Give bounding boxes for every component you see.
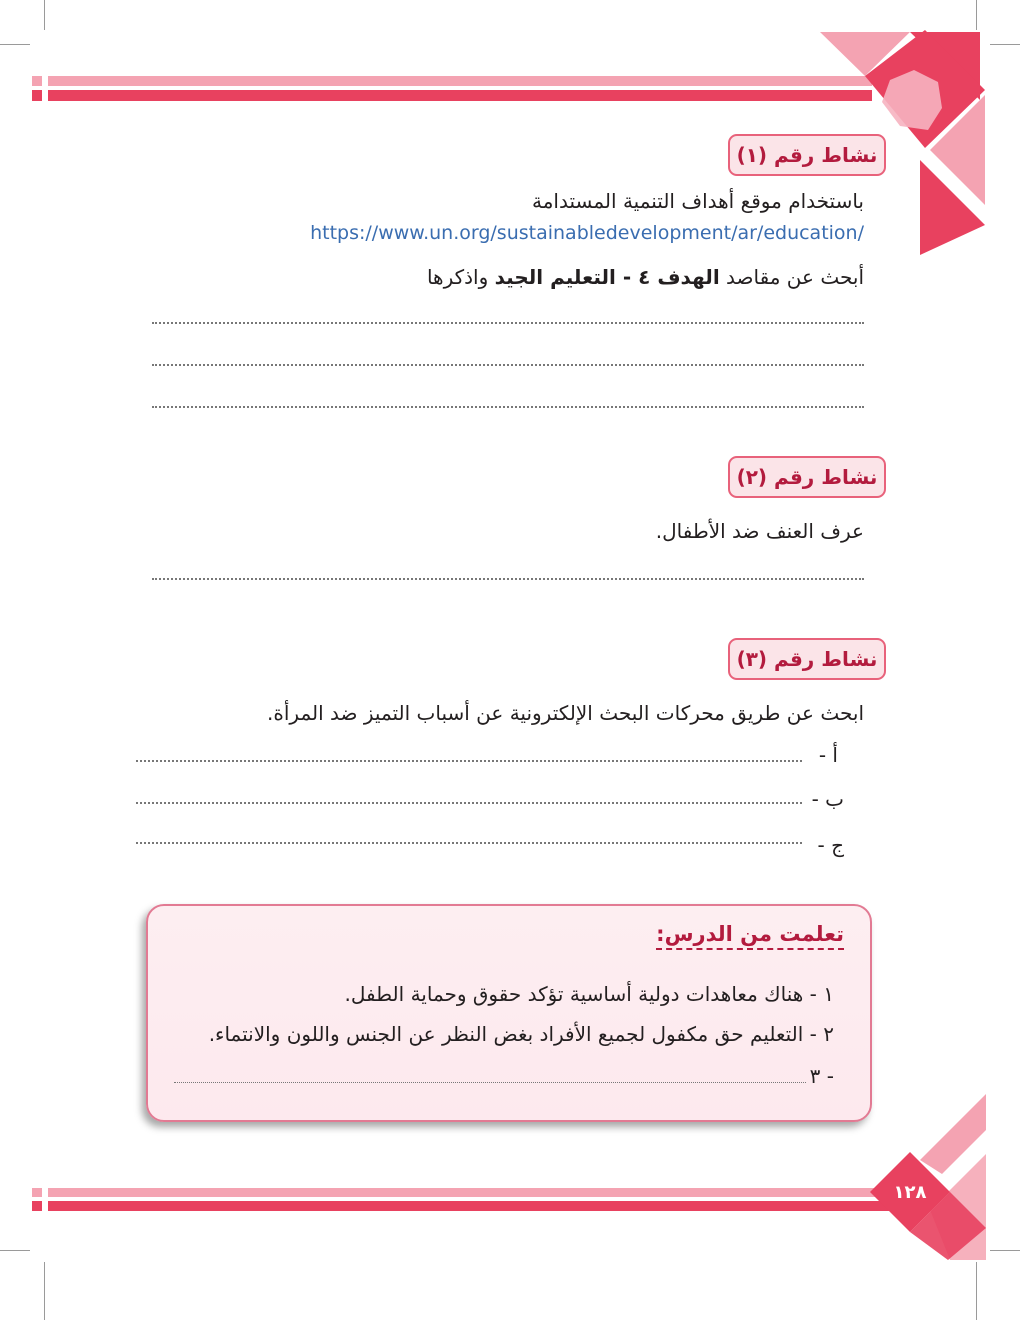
answer-line[interactable] xyxy=(136,842,802,844)
lesson-summary-box xyxy=(146,904,872,1122)
footer-bar xyxy=(32,1188,892,1212)
crop-mark xyxy=(0,1250,30,1251)
kuwait-map-icon xyxy=(882,70,942,130)
activity-3-item-a-label: أ - xyxy=(818,743,838,767)
crop-mark xyxy=(990,1250,1020,1251)
crop-mark xyxy=(976,0,977,30)
answer-line[interactable] xyxy=(136,802,802,804)
crop-mark xyxy=(990,44,1020,45)
activity-1-badge: نشاط رقم (١) xyxy=(728,134,886,176)
activity-1-question: أبحث عن مقاصد الهدف ٤ - التعليم الجيد واذكرها xyxy=(426,265,864,289)
activity-3-badge: نشاط رقم (٣) xyxy=(728,638,886,680)
lesson-point-2: ٢ - التعليم حق مكفول لجميع الأفراد بغض النظر عن الجنس واللون والانتماء. xyxy=(208,1022,834,1046)
crop-mark xyxy=(0,44,30,45)
activity-3-prompt: ابحث عن طريق محركات البحث الإلكترونية عن أسباب التميز ضد المرأة. xyxy=(267,701,864,725)
page-number: ١٢٨ xyxy=(893,1181,927,1203)
answer-line[interactable] xyxy=(152,406,864,408)
activity-2-prompt: عرف العنف ضد الأطفال. xyxy=(655,519,864,543)
crop-mark xyxy=(44,0,45,30)
activity-3-item-c-label: ج - xyxy=(817,833,844,857)
activity-3-item-b-label: ب - xyxy=(811,787,844,811)
answer-line[interactable] xyxy=(136,760,802,762)
lesson-point-1: ١ - هناك معاهدات دولية أساسية تؤكد حقوق وحماية الطفل. xyxy=(344,982,834,1006)
activity-2-badge: نشاط رقم (٢) xyxy=(728,456,886,498)
crop-mark xyxy=(976,1262,977,1320)
answer-line[interactable] xyxy=(152,364,864,366)
activity-1-link[interactable]: https://www.un.org/sustainabledevelopment/ar/education/ xyxy=(310,222,864,244)
lesson-title: تعلمت من الدرس: xyxy=(656,922,844,950)
crop-mark xyxy=(44,1262,45,1320)
answer-line[interactable] xyxy=(152,578,864,580)
answer-line[interactable] xyxy=(174,1082,806,1083)
activity-1-prompt: باستخدام موقع أهداف التنمية المستدامة xyxy=(532,189,864,213)
answer-line[interactable] xyxy=(152,322,864,324)
header-bar xyxy=(32,76,872,102)
lesson-point-3: ٣ - xyxy=(809,1064,834,1088)
